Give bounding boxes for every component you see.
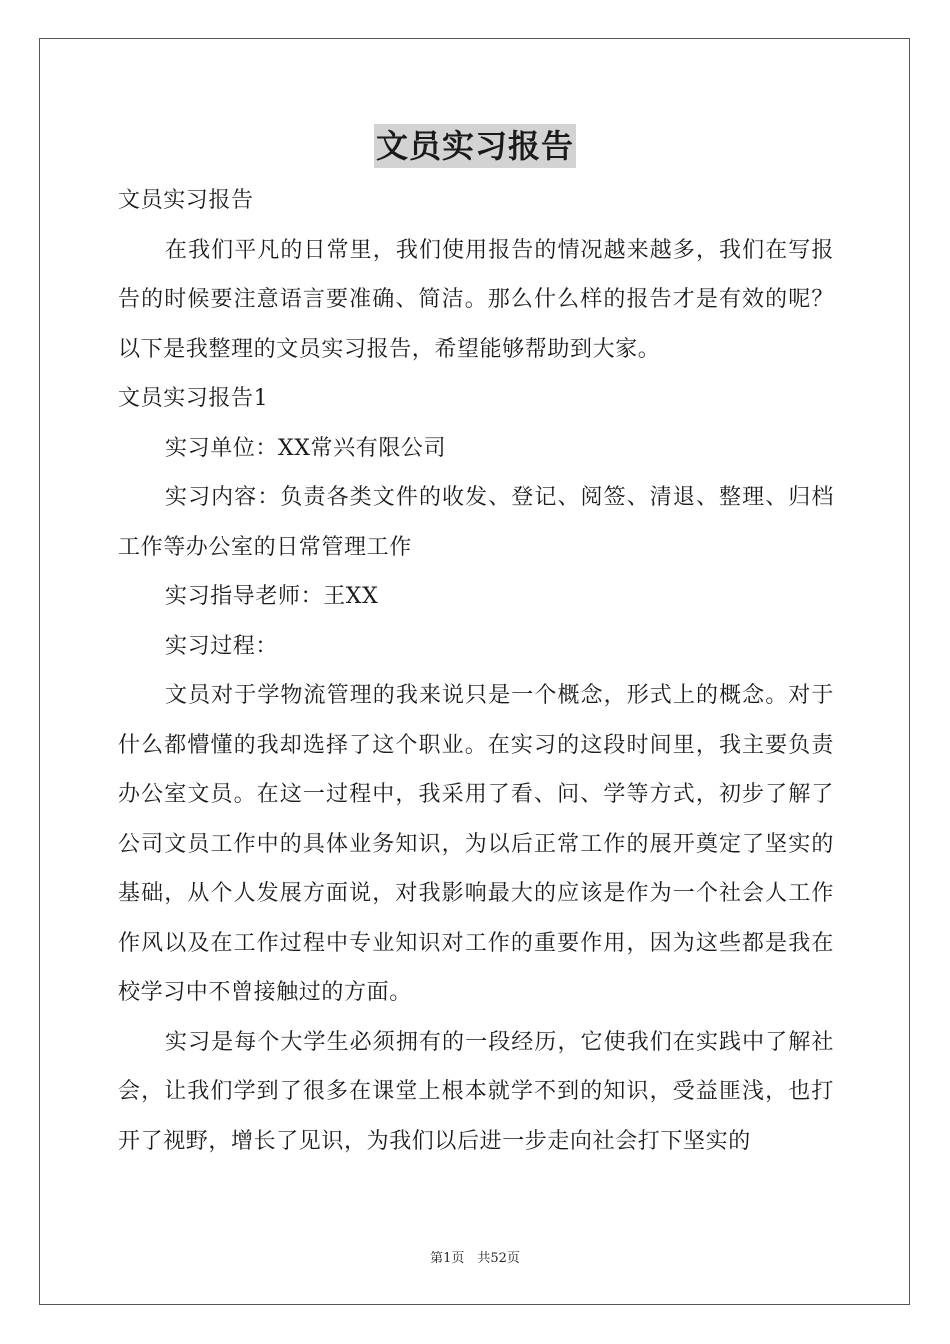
body-paragraph: 文员对于学物流管理的我来说只是一个概念，形式上的概念。对于什么都懵懂的我却选择了这个职业。在实习的这段时间里，我主要负责办公室文员。在这一过程中，我采用了看、问、学等方式，初步了解了公司文员工作中的具体业务知识，为以后正常工作的展开奠定了坚实的基础，从个人发展方面说，对我影响最大的应该是作为一个社会人工作作风以及在工作过程中专业知识对工作的重要作用，因为这些都是我在校学习中不曾接触过的方面。 bbox=[118, 683, 834, 1005]
report-subheading: 文员实习报告1 bbox=[118, 386, 269, 411]
body-paragraph: 实习是每个大学生必须拥有的一段经历，它使我们在实践中了解社会，让我们学到了很多在课堂上根本就学不到的知识，受益匪浅，也打开了视野，增长了见识，为我们以后进一步走向社会打下坚实的 bbox=[118, 1029, 834, 1154]
intro-paragraph: 在我们平凡的日常里，我们使用报告的情况越来越多，我们在写报告的时候要注意语言要准确、简洁。那么什么样的报告才是有效的呢？以下是我整理的文员实习报告，希望能够帮助到大家。 bbox=[118, 237, 834, 362]
internship-content: 实习内容：负责各类文件的收发、登记、阅签、清退、整理、归档工作等办公室的日常管理工作 bbox=[118, 485, 834, 560]
document-title: 文员实习报告 bbox=[374, 124, 576, 168]
title-container bbox=[0, 124, 950, 168]
document-body bbox=[118, 176, 834, 1166]
section-heading: 文员实习报告 bbox=[118, 188, 254, 213]
internship-advisor: 实习指导老师：王XX bbox=[165, 584, 379, 609]
page-number-footer: 第1页 共52页 bbox=[430, 1251, 520, 1266]
internship-unit: 实习单位：XX常兴有限公司 bbox=[165, 435, 447, 461]
internship-process-label: 实习过程： bbox=[165, 633, 279, 659]
